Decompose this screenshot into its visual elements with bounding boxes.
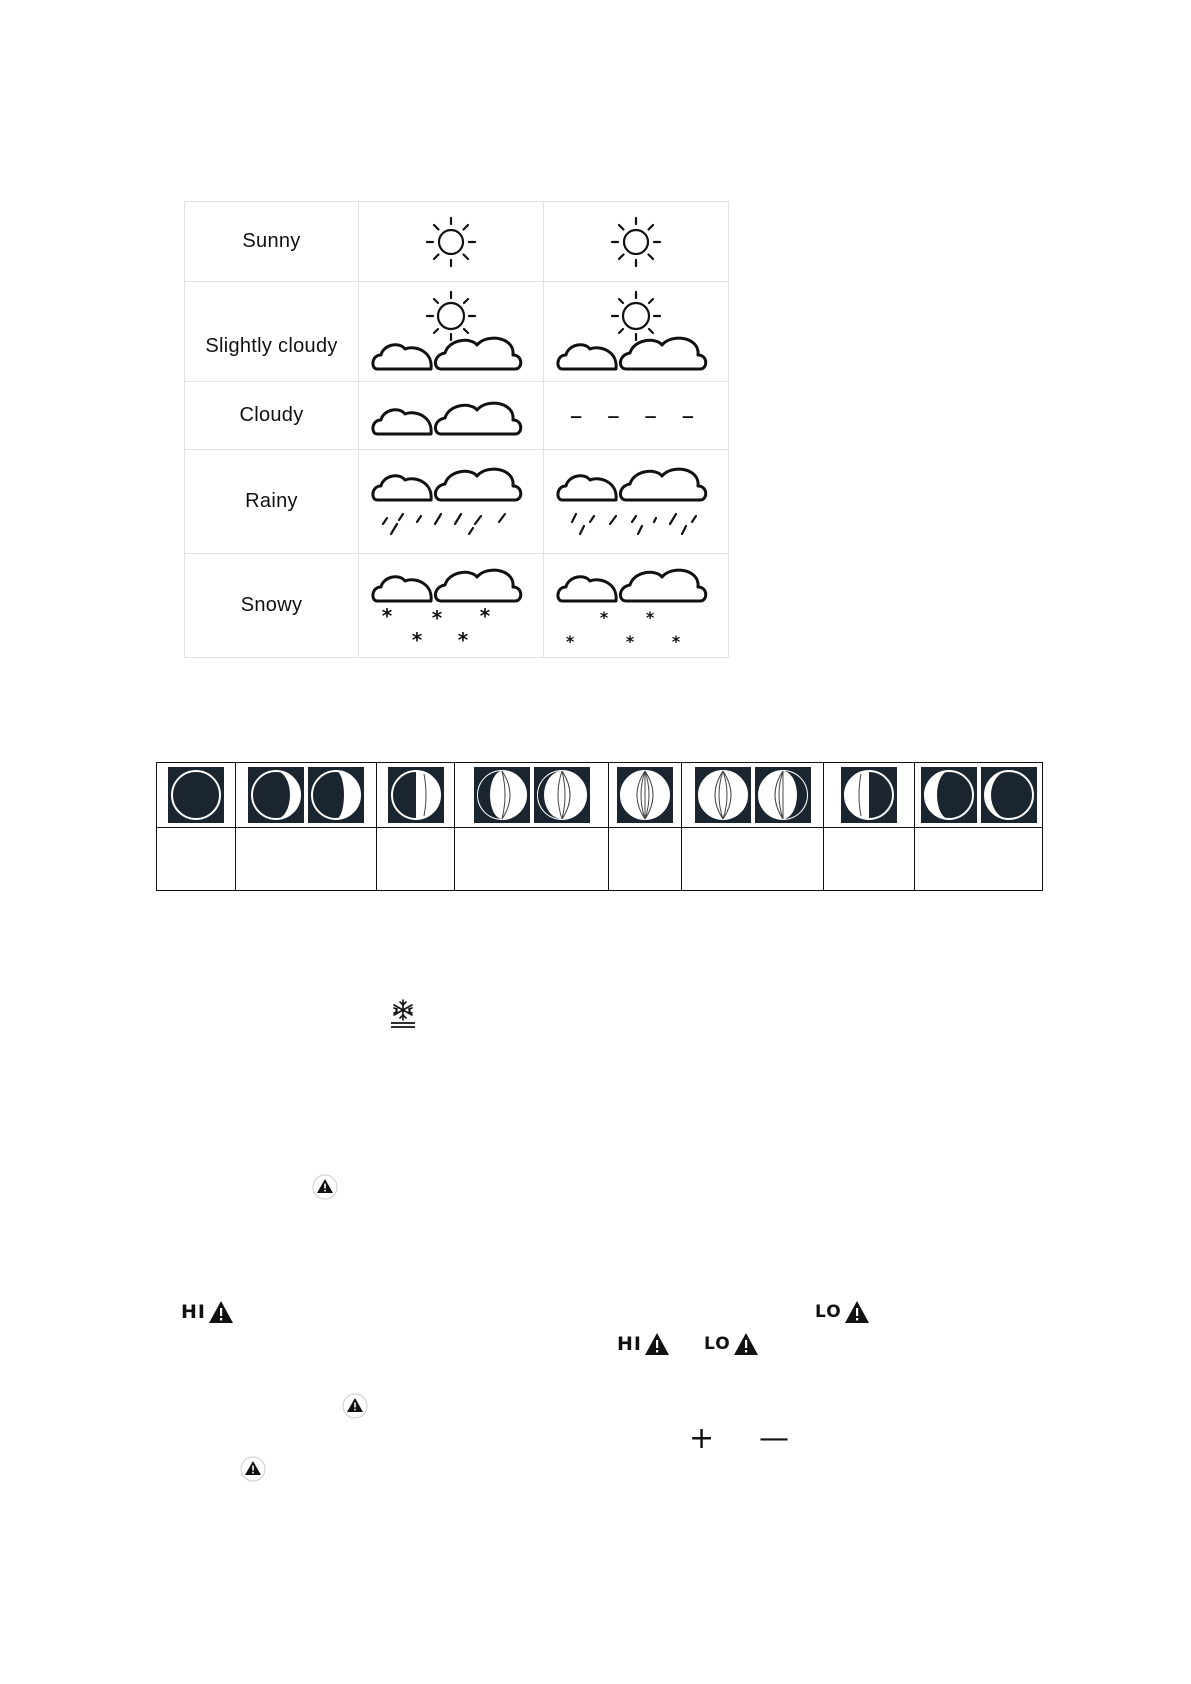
warning-triangle-icon	[342, 1393, 368, 1424]
full-moon-icon	[617, 767, 673, 823]
lo-text: LO	[815, 1302, 842, 1322]
plus-symbol: +	[689, 1421, 715, 1456]
moon-cell	[915, 763, 1043, 828]
svg-text:*: *	[599, 607, 609, 627]
weather-row-slightly-cloudy	[185, 282, 729, 382]
moon-cell	[455, 763, 609, 828]
warning-triangle-icon	[312, 1174, 338, 1205]
svg-text:*: *	[431, 605, 443, 630]
moon-label-cell	[824, 828, 915, 891]
moon-cell	[157, 763, 236, 828]
first-quarter-icon	[388, 767, 444, 823]
weather-row-sunny	[185, 202, 729, 282]
weather-row-cloudy	[185, 382, 729, 450]
minus-symbol: —	[759, 1421, 789, 1456]
moon-phase-table	[156, 762, 1043, 891]
weather-icon-table	[184, 201, 729, 658]
sun-with-clouds-icon	[359, 282, 544, 382]
warning-triangle-icon	[240, 1456, 266, 1487]
svg-text:*: *	[565, 631, 575, 649]
waxing-gibbous-icon	[474, 767, 530, 823]
moon-label-cell	[455, 828, 609, 891]
svg-text:*: *	[411, 627, 423, 649]
moon-cell	[377, 763, 455, 828]
moon-cell	[236, 763, 377, 828]
clouds-icon	[359, 382, 544, 450]
waning-gibbous-icon	[695, 767, 751, 823]
rain-clouds-icon	[359, 450, 544, 554]
moon-label-row	[157, 828, 1043, 891]
alert-triangle-icon	[644, 1332, 670, 1356]
svg-text:*: *	[625, 631, 635, 649]
sun-icon	[359, 202, 544, 282]
sun-with-clouds-icon	[544, 282, 729, 382]
moon-label-cell	[682, 828, 824, 891]
svg-text:*: *	[381, 603, 393, 628]
moon-label-cell	[157, 828, 236, 891]
sun-icon	[544, 202, 729, 282]
svg-text:*: *	[645, 607, 655, 627]
weather-label: Rainy	[185, 450, 359, 554]
moon-label-cell	[377, 828, 455, 891]
snow-clouds-icon	[359, 554, 544, 658]
weather-label: Sunny	[185, 202, 359, 282]
last-quarter-icon	[841, 767, 897, 823]
no-data-dashes: – – – –	[544, 382, 729, 450]
alert-triangle-icon	[733, 1332, 759, 1356]
weather-label: Cloudy	[185, 382, 359, 450]
hi-alarm-symbol	[181, 1300, 234, 1324]
svg-text:*: *	[457, 627, 469, 649]
hi-text: HI	[617, 1333, 642, 1355]
waxing-crescent-icon	[248, 767, 304, 823]
waxing-crescent-icon	[308, 767, 364, 823]
rain-clouds-icon	[544, 450, 729, 554]
waning-crescent-icon	[921, 767, 977, 823]
alert-triangle-icon	[844, 1300, 870, 1324]
svg-text:*: *	[479, 603, 491, 628]
lo-alarm-symbol	[815, 1300, 870, 1324]
moon-label-cell	[609, 828, 682, 891]
moon-icon-row	[157, 763, 1043, 828]
hi-text: HI	[181, 1301, 206, 1323]
waning-gibbous-icon	[755, 767, 811, 823]
svg-text:*: *	[671, 631, 681, 649]
weather-row-rainy	[185, 450, 729, 554]
waxing-gibbous-icon	[534, 767, 590, 823]
moon-cell	[609, 763, 682, 828]
moon-cell	[682, 763, 824, 828]
moon-cell	[824, 763, 915, 828]
waning-crescent-icon	[981, 767, 1037, 823]
hi-alarm-symbol	[617, 1332, 670, 1356]
moon-label-cell	[236, 828, 377, 891]
lo-text: LO	[704, 1334, 731, 1354]
snowflake-frost-icon	[389, 998, 417, 1035]
lo-alarm-symbol	[704, 1332, 759, 1356]
weather-row-snowy	[185, 554, 729, 658]
moon-label-cell	[915, 828, 1043, 891]
weather-label: Snowy	[185, 554, 359, 658]
snow-clouds-icon	[544, 554, 729, 658]
alert-triangle-icon	[208, 1300, 234, 1324]
new-moon-icon	[168, 767, 224, 823]
weather-label: Slightly cloudy	[185, 282, 359, 382]
